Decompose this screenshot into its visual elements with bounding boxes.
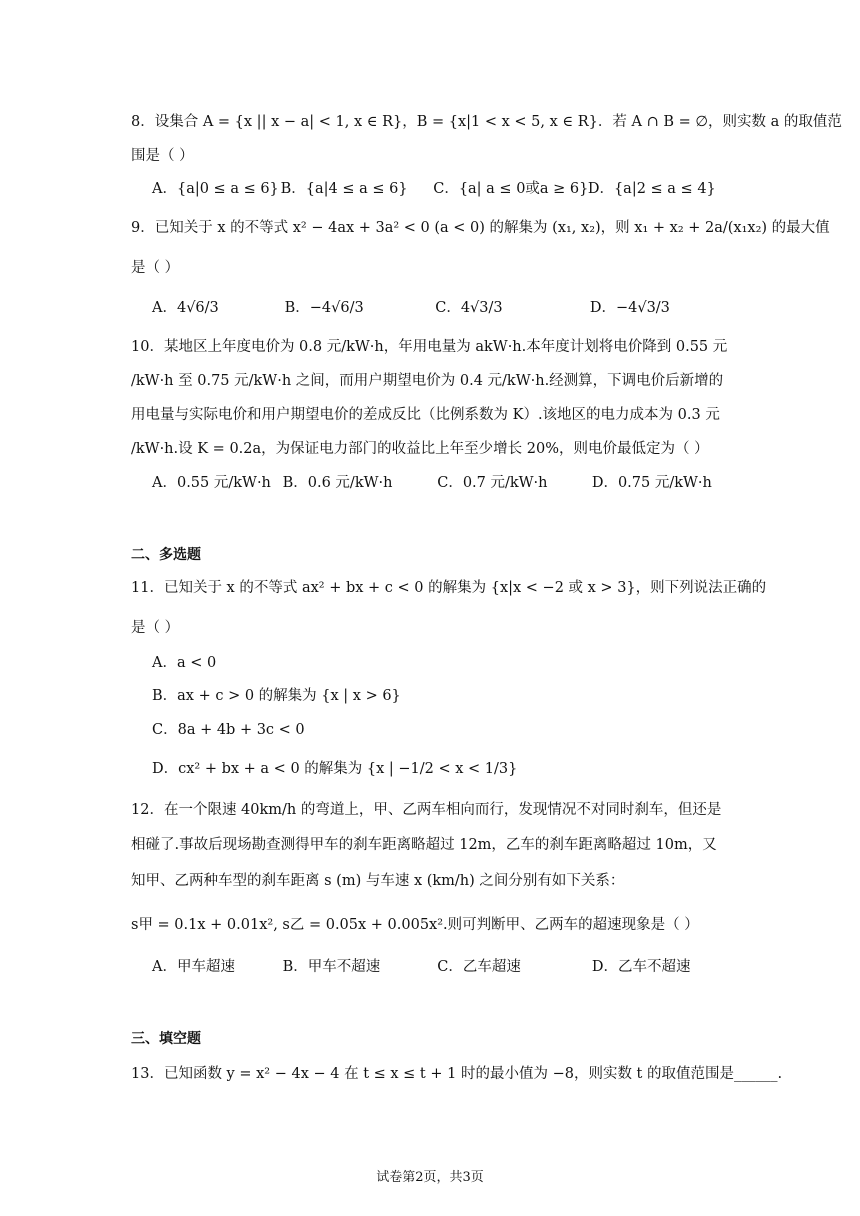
q8-line1: 8．设集合 A = {x || x − a| < 1, x ∈ R}，B = {x|1 < x < 5, x ∈ R}．若 A ∩ B = ∅，则实数 a 的取值范 — [131, 114, 842, 130]
q11-option-c: C．8a + 4b + 3c < 0 — [152, 722, 305, 738]
q11-line1: 11．已知关于 x 的不等式 ax² + bx + c < 0 的解集为 {x|x < −2 或 x > 3}，则下列说法正确的 — [131, 580, 767, 596]
page-footer: 试卷第2页，共3页 — [376, 1170, 484, 1185]
q13-line1: 13．已知函数 y = x² − 4x − 4 在 t ≤ x ≤ t + 1 时的最小值为 −8，则实数 t 的取值范围是______. — [131, 1066, 783, 1082]
q10-option-a: A．0.55 元/kW·h — [152, 475, 271, 491]
q8-option-c: C．{a| a ≤ 0或a ≥ 6} — [433, 181, 589, 197]
q10-line4: /kW·h.设 K = 0.2a，为保证电力部门的收益比上年至少增长 20%，则电价最低定为（ ） — [131, 441, 709, 457]
q10-option-d: D．0.75 元/kW·h — [591, 475, 712, 491]
q12-line1: 12．在一个限速 40km/h 的弯道上，甲、乙两车相向而行，发现情况不对同时刹车，但还是 — [131, 802, 722, 818]
q8-option-b: B．{a|4 ≤ a ≤ 6} — [280, 181, 408, 197]
q8-options — [152, 179, 716, 199]
q10-option-c: C．0.7 元/kW·h — [437, 475, 548, 491]
q10-line3: 用电量与实际电价和用户期望电价的差成反比（比例系数为 K）.该地区的电力成本为 0.3 元 — [131, 407, 720, 423]
q9-option-a: A．4√6/3 — [152, 300, 219, 316]
q10-option-b: B．0.6 元/kW·h — [282, 475, 393, 491]
section-heading-fill-in: 三、填空题 — [131, 1031, 201, 1047]
q12-options — [152, 957, 690, 977]
q12-line3: 知甲、乙两种车型的刹车距离 s (m) 与车速 x (km/h) 之间分别有如下关系： — [131, 873, 625, 889]
q8-option-d: D．{a|2 ≤ a ≤ 4} — [587, 181, 716, 197]
q9-line2: 是（ ） — [131, 260, 180, 276]
q11-option-d: D．cx² + bx + a < 0 的解集为 {x | −1/2 < x < 1/3} — [152, 761, 518, 777]
q11-option-a: A．a < 0 — [152, 655, 217, 671]
q12-option-d: D．乙车不超速 — [591, 959, 691, 975]
q12-option-c: C．乙车超速 — [437, 959, 521, 975]
q12-option-b: B．甲车不超速 — [282, 959, 381, 975]
section-heading-multiple-choice: 二、多选题 — [131, 547, 201, 563]
q8-line2: 围是（ ） — [131, 148, 194, 164]
q11-option-b: B．ax + c > 0 的解集为 {x | x > 6} — [152, 688, 401, 704]
q11-line2: 是（ ） — [131, 620, 180, 636]
q9-option-c: C．4√3/3 — [435, 300, 503, 316]
q10-options — [152, 473, 712, 493]
q9-option-b: B．−4√6/3 — [284, 300, 364, 316]
q12-option-a: A．甲车超速 — [152, 959, 235, 975]
q10-line2: /kW·h 至 0.75 元/kW·h 之间，而用户期望电价为 0.4 元/kW·h.经测算，下调电价后新增的 — [131, 373, 724, 389]
q9-option-d: D．−4√3/3 — [589, 300, 670, 316]
q9-options — [152, 298, 670, 318]
q12-line4: s甲 = 0.1x + 0.01x², s乙 = 0.05x + 0.005x².则可判断甲、乙两车的超速现象是（ ） — [131, 917, 699, 933]
q8-option-a: A．{a|0 ≤ a ≤ 6} — [152, 181, 279, 197]
q9-line1: 9．已知关于 x 的不等式 x² − 4ax + 3a² < 0 (a < 0) 的解集为 (x₁, x₂)，则 x₁ + x₂ + 2a/(x₁x₂) 的最大值 — [131, 220, 830, 236]
q12-line2: 相碰了.事故后现场勘查测得甲车的刹车距离略超过 12m，乙车的刹车距离略超过 10m，又 — [131, 837, 717, 853]
q10-line1: 10．某地区上年度电价为 0.8 元/kW·h，年用电量为 akW·h.本年度计划将电价降到 0.55 元 — [131, 339, 728, 355]
